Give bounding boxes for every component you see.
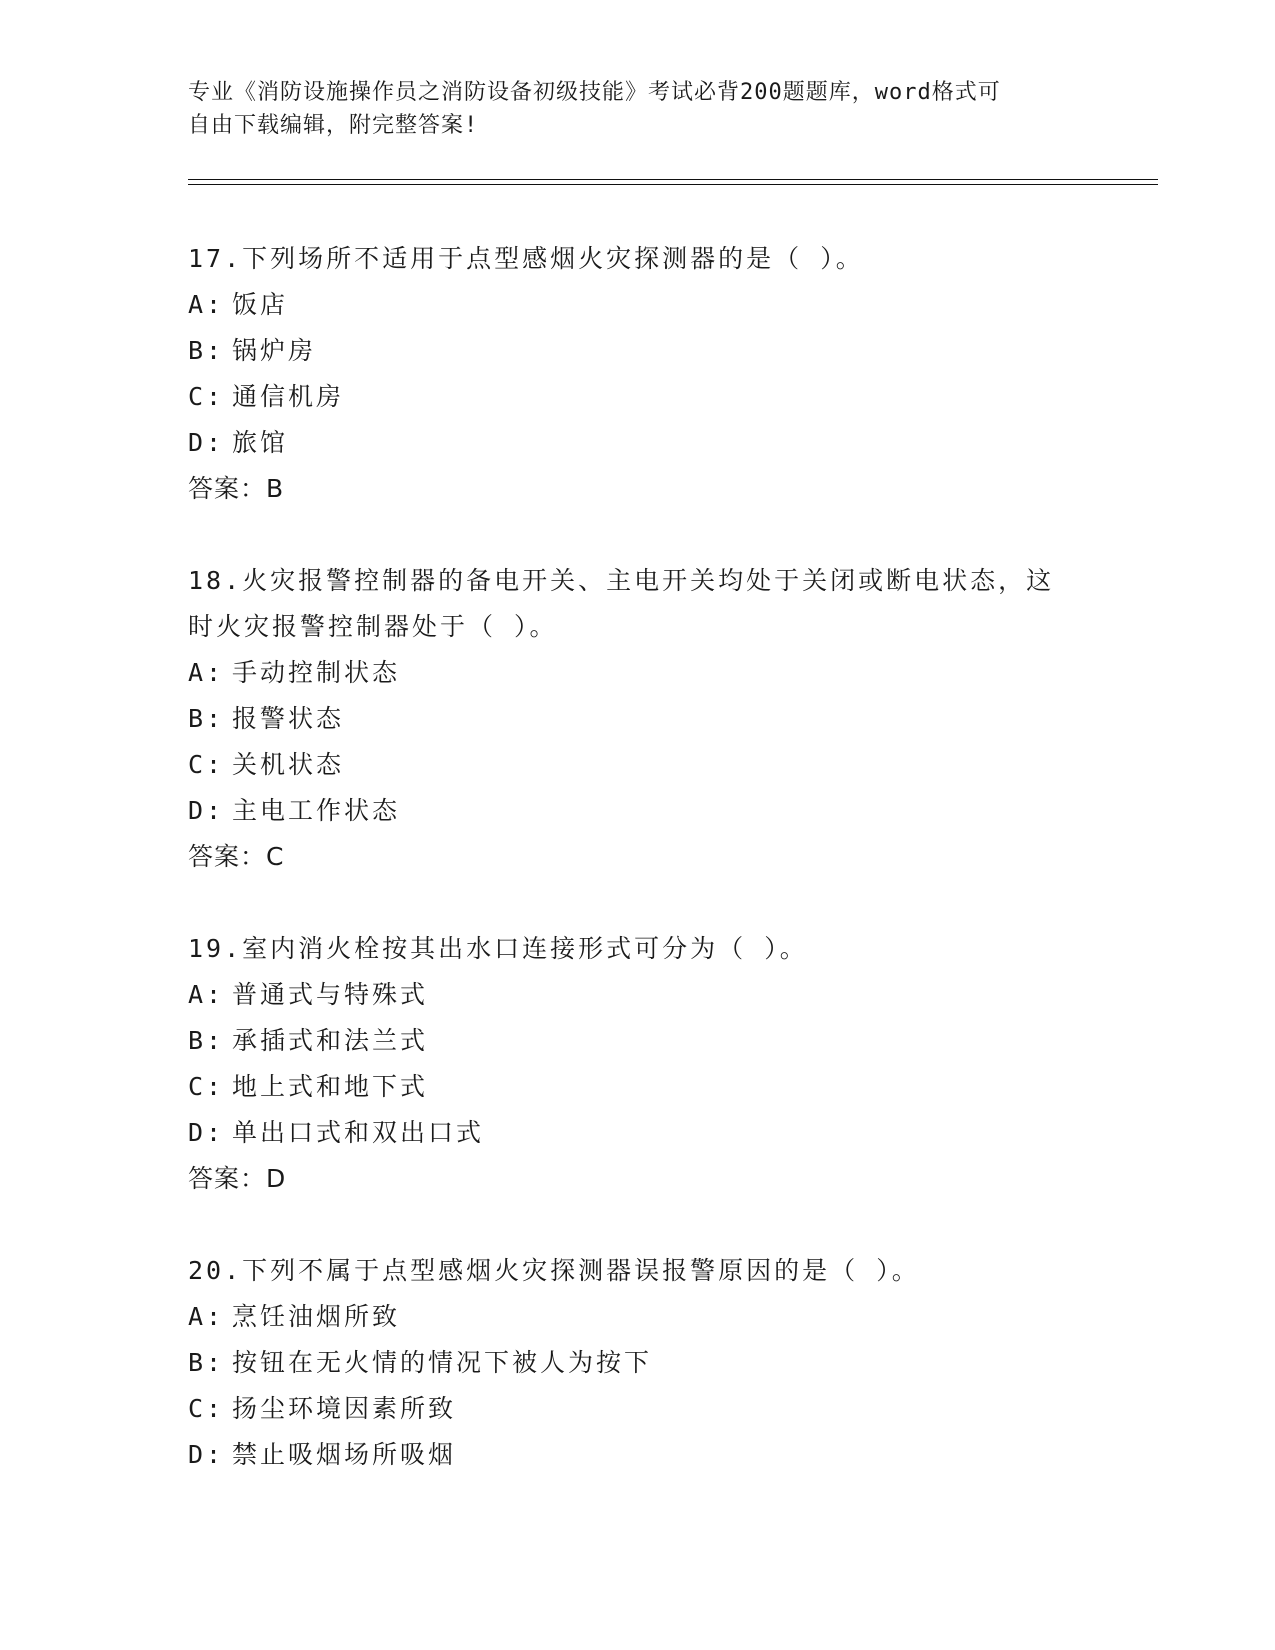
option-text: 手动控制状态 [232, 658, 401, 687]
question-17 [188, 236, 1088, 512]
question-18 [188, 558, 1088, 880]
option-text: 扬尘环境因素所致 [232, 1394, 457, 1423]
option-text: 承插式和法兰式 [232, 1026, 429, 1055]
question-20 [188, 1248, 1088, 1478]
option-letter: C: [188, 1072, 225, 1101]
option-text: 饭店 [232, 290, 289, 319]
option-text: 地上式和地下式 [232, 1072, 429, 1101]
option-letter: A: [188, 980, 225, 1009]
answer-line: 答案：D [188, 1164, 287, 1193]
option-letter: A: [188, 290, 225, 319]
header-divider-bottom [188, 184, 1158, 185]
option-letter: C: [188, 1394, 225, 1423]
option-b [188, 1018, 1088, 1064]
option-a [188, 972, 1088, 1018]
option-d [188, 788, 1088, 834]
document-header [188, 76, 1088, 142]
header-line-2: 自由下载编辑，附完整答案! [188, 113, 479, 138]
option-letter: C: [188, 750, 225, 779]
option-b [188, 696, 1088, 742]
option-text: 主电工作状态 [232, 796, 401, 825]
option-letter: B: [188, 336, 225, 365]
question-19 [188, 926, 1088, 1202]
option-b [188, 1340, 1088, 1386]
question-list [188, 236, 1088, 1524]
question-stem: 20.下列不属于点型感烟火灾探测器误报警原因的是（ ）。 [188, 1256, 920, 1285]
option-letter: D: [188, 1440, 225, 1469]
option-c [188, 374, 1088, 420]
option-c [188, 1386, 1088, 1432]
answer-line: 答案：B [188, 474, 285, 503]
question-stem: 17.下列场所不适用于点型感烟火灾探测器的是（ ）。 [188, 244, 864, 273]
option-text: 锅炉房 [232, 336, 317, 365]
option-d [188, 1110, 1088, 1156]
option-text: 通信机房 [232, 382, 345, 411]
option-d [188, 1432, 1088, 1478]
option-letter: A: [188, 1302, 225, 1331]
header-line-1: 专业《消防设施操作员之消防设备初级技能》考试必背200题题库，word格式可 [188, 80, 1001, 105]
option-a [188, 1294, 1088, 1340]
option-letter: D: [188, 428, 225, 457]
option-a [188, 282, 1088, 328]
option-d [188, 420, 1088, 466]
option-letter: D: [188, 1118, 225, 1147]
option-letter: D: [188, 796, 225, 825]
option-text: 禁止吸烟场所吸烟 [232, 1440, 457, 1469]
option-text: 报警状态 [232, 704, 345, 733]
option-text: 关机状态 [232, 750, 345, 779]
header-divider-top [188, 179, 1158, 180]
option-letter: B: [188, 704, 225, 733]
option-letter: B: [188, 1026, 225, 1055]
option-letter: B: [188, 1348, 225, 1377]
option-letter: A: [188, 658, 225, 687]
option-text: 烹饪油烟所致 [232, 1302, 401, 1331]
option-text: 单出口式和双出口式 [232, 1118, 485, 1147]
option-c [188, 742, 1088, 788]
option-b [188, 328, 1088, 374]
option-text: 按钮在无火情的情况下被人为按下 [232, 1348, 653, 1377]
option-text: 普通式与特殊式 [232, 980, 429, 1009]
option-text: 旅馆 [232, 428, 289, 457]
question-stem: 18.火灾报警控制器的备电开关、主电开关均处于关闭或断电状态，这 [188, 566, 1055, 595]
option-letter: C: [188, 382, 225, 411]
question-stem: 19.室内消火栓按其出水口连接形式可分为（ ）。 [188, 934, 808, 963]
option-a [188, 650, 1088, 696]
answer-line: 答案：C [188, 842, 285, 871]
question-stem-continued: 时火灾报警控制器处于（ ）。 [188, 612, 558, 641]
option-c [188, 1064, 1088, 1110]
